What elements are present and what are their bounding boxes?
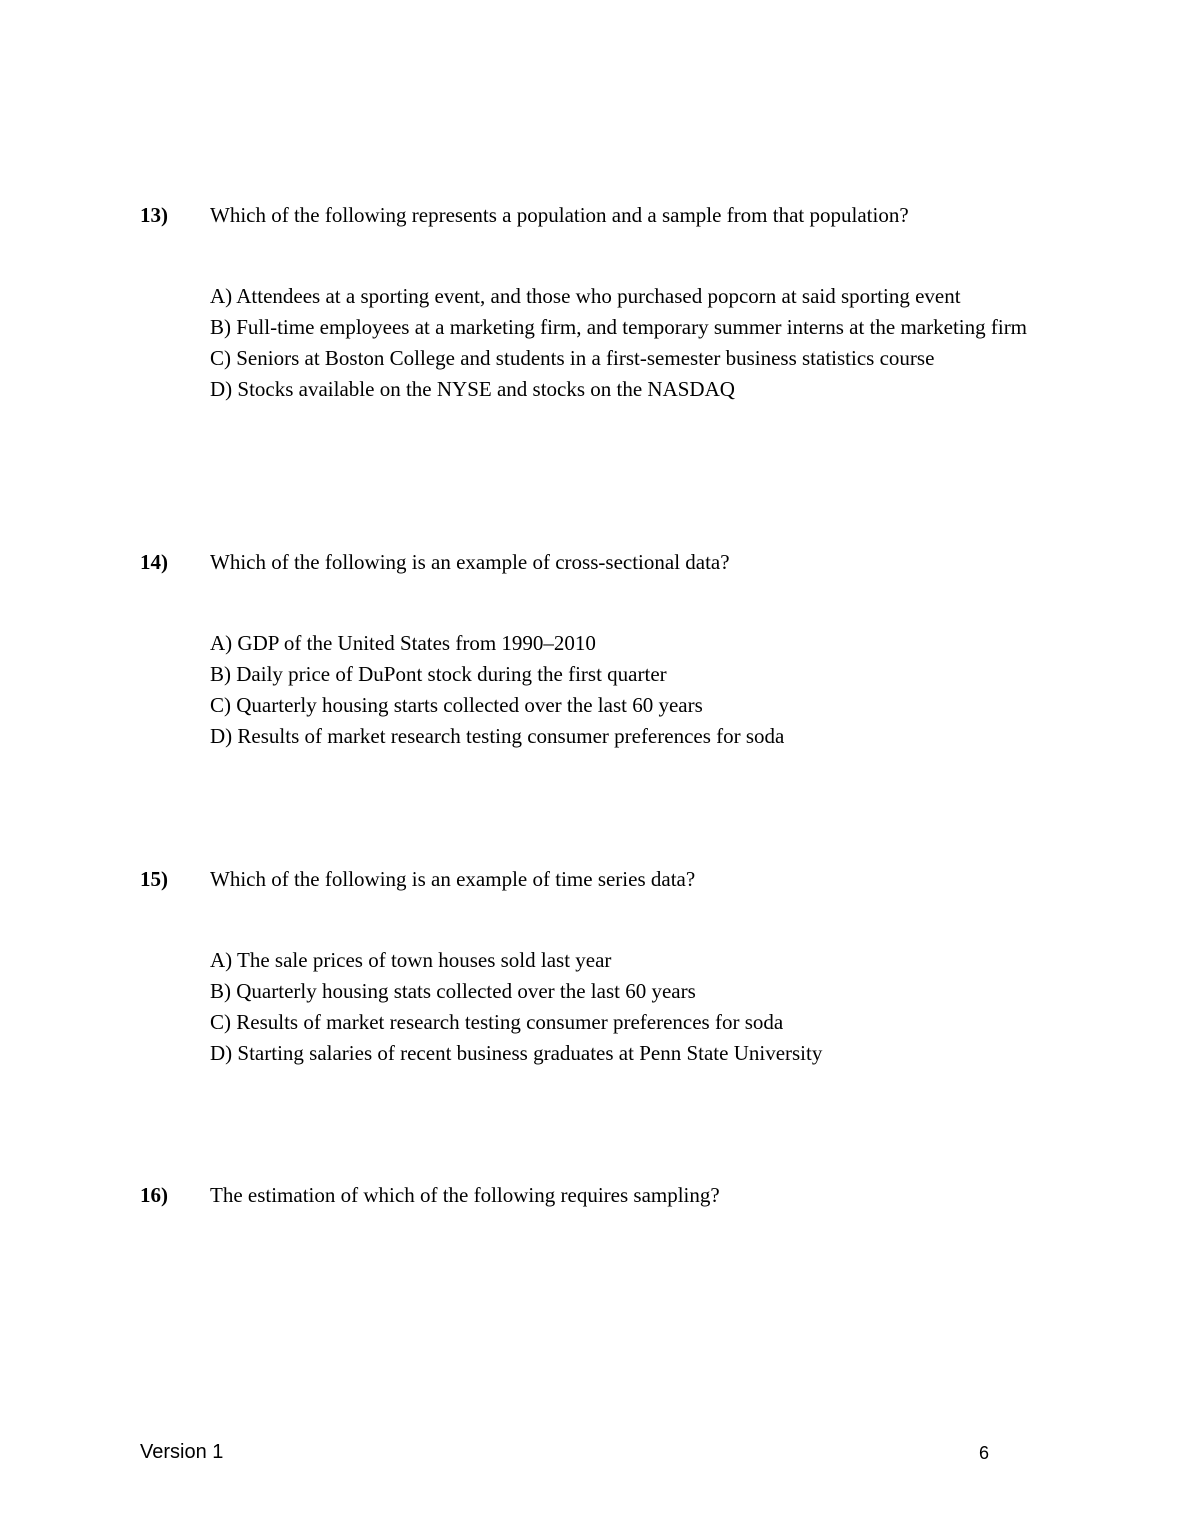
question-13 — [140, 200, 1060, 405]
answer-options — [140, 945, 1060, 1069]
question-number: 16) — [140, 1183, 168, 1207]
option-a: A) The sale prices of town houses sold last year — [210, 948, 612, 972]
question-text: Which of the following represents a population and a sample from that population? — [210, 203, 909, 227]
option-d: D) Starting salaries of recent business graduates at Penn State University — [210, 1041, 823, 1065]
question-header — [140, 547, 1060, 578]
footer-page-number: 6 — [979, 1443, 990, 1463]
option-a: A) Attendees at a sporting event, and those who purchased popcorn at said sporting event — [210, 284, 961, 308]
option-a: A) GDP of the United States from 1990–2010 — [210, 631, 596, 655]
question-text: Which of the following is an example of time series data? — [210, 867, 696, 891]
question-header — [140, 200, 1060, 231]
question-15 — [140, 864, 1060, 1069]
question-number: 13) — [140, 203, 168, 227]
option-d: D) Results of market research testing consumer preferences for soda — [210, 724, 785, 748]
option-d: D) Stocks available on the NYSE and stocks on the NASDAQ — [210, 377, 735, 401]
question-number: 15) — [140, 867, 168, 891]
answer-options — [140, 628, 1060, 752]
option-b: B) Quarterly housing stats collected over the last 60 years — [210, 979, 696, 1003]
question-header — [140, 1180, 1060, 1211]
footer-version: Version 1 — [140, 1441, 224, 1463]
option-c: C) Results of market research testing consumer preferences for soda — [210, 1010, 784, 1034]
question-text: Which of the following is an example of cross-sectional data? — [210, 550, 730, 574]
option-b: B) Daily price of DuPont stock during the first quarter — [210, 662, 667, 686]
option-c: C) Seniors at Boston College and students in a first-semester business statistics course — [210, 346, 935, 370]
question-text: The estimation of which of the following requires sampling? — [210, 1183, 720, 1207]
question-number: 14) — [140, 550, 168, 574]
question-14 — [140, 547, 1060, 752]
question-16 — [140, 1180, 1060, 1211]
answer-options — [140, 281, 1060, 405]
option-b: B) Full-time employees at a marketing firm, and temporary summer interns at the marketing firm — [210, 315, 1028, 339]
question-header — [140, 864, 1060, 895]
option-c: C) Quarterly housing starts collected over the last 60 years — [210, 693, 703, 717]
